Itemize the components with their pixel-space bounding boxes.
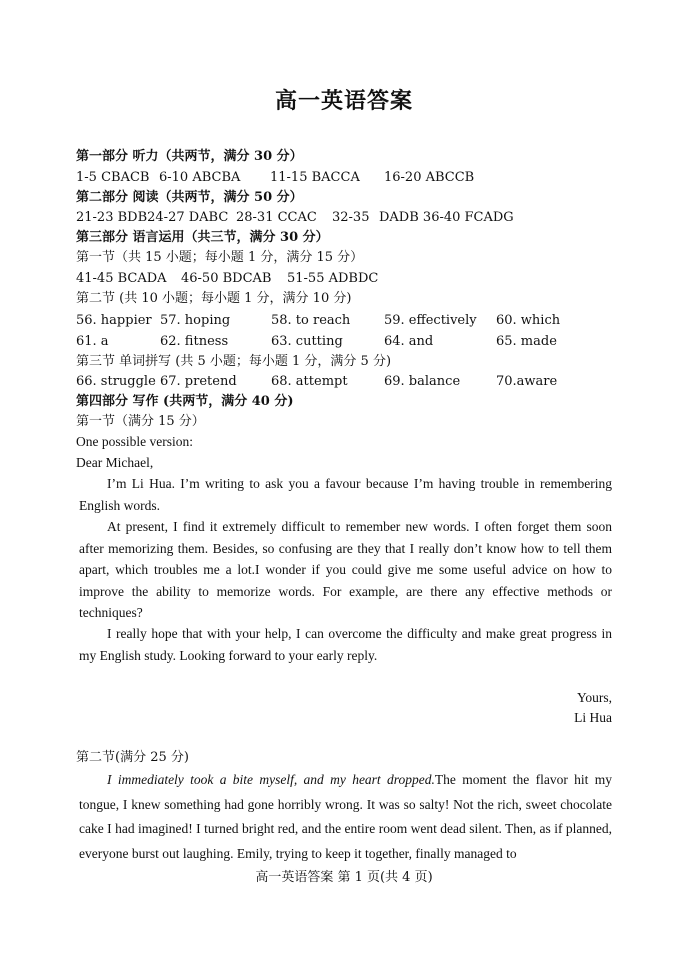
answer-69: 69. balance	[384, 374, 461, 389]
answer-46-50: 46-50 BDCAB	[181, 271, 272, 286]
page-title: 高一英语答案	[274, 88, 413, 114]
answer-64: 64. and	[384, 334, 434, 349]
part3-section1-heading: 第一节（共 15 小题；每小题 1 分，满分 15 分）	[76, 250, 364, 265]
letter-paragraph-3: I really hope that with your help, I can overcome the difficulty and make great progress in my English study. Looking forward to your early reply.	[79, 626, 612, 663]
answer-56: 56. happier	[76, 313, 152, 328]
answer-65: 65. made	[496, 334, 557, 349]
story-continuation: The moment the flavor hit my tongue, I knew something had gone horribly wrong. It was so salty! Not the rich, sweet chocolate cake I had imagined! I turned bright red, and the entire room went dead silent. Then, as if planned, everyone burst out laughing. Emily, trying to keep it together, finally managed to	[79, 772, 612, 861]
answer-16-20: 16-20 ABCCB	[384, 170, 475, 185]
answer-6-10: 6-10 ABCBA	[159, 170, 241, 185]
part4-heading: 第四部分 写作 (共两节，满分 40 分)	[76, 394, 294, 409]
answer-67: 67. pretend	[160, 374, 237, 389]
answer-62: 62. fitness	[160, 334, 229, 349]
letter-greeting: Dear Michael,	[76, 455, 154, 470]
letter-closing: Yours,	[576, 690, 612, 705]
letter-paragraph-2: At present, I find it extremely difficult to remember new words. I often forget them soon after memorizing them. Besides, so confusing are they that I really don’t know how to tell them apart, which troubles me a lot.I wonder if you could give me some useful advice on how to improve the ability to memorize words. For example, are there any effective methods or techniques?	[79, 519, 612, 620]
answer-63: 63. cutting	[271, 334, 343, 349]
part3-section3-heading: 第三节 单词拼写 (共 5 小题；每小题 1 分，满分 5 分)	[76, 354, 392, 369]
letter-paragraph-1: I’m Li Hua. I’m writing to ask you a favour because I’m having trouble in remembering English words.	[79, 476, 612, 513]
part2-heading: 第二部分 阅读（共两节，满分 50 分）	[76, 190, 303, 205]
answer-1-5: 1-5 CBACB	[76, 170, 150, 185]
story-paragraph	[79, 768, 612, 866]
answer-70: 70.aware	[496, 374, 558, 389]
answer-61: 61. a	[76, 334, 109, 349]
part3-heading: 第三部分 语言运用（共三节，满分 30 分）	[76, 230, 329, 245]
answer-32-35-label: 32-35	[332, 210, 370, 225]
answer-58: 58. to reach	[271, 313, 351, 328]
answer-57: 57. hoping	[160, 313, 231, 328]
answer-28-31: 28-31 CCAC	[236, 210, 317, 225]
answer-66: 66. struggle	[76, 374, 156, 389]
letter-signature: Li Hua	[574, 710, 612, 725]
answer-59: 59. effectively	[384, 313, 477, 328]
answer-51-55: 51-55 ADBDC	[287, 271, 379, 286]
answer-41-45: 41-45 BCADA	[76, 271, 167, 286]
answer-11-15: 11-15 BACCA	[270, 170, 360, 185]
part4-section2-heading: 第二节(满分 25 分)	[76, 750, 189, 765]
version-label: One possible version:	[76, 434, 193, 449]
story-italic-start: I immediately took a bite myself, and my heart dropped.	[107, 772, 435, 787]
page-footer: 高一英语答案 第 1 页(共 4 页)	[255, 870, 433, 885]
answer-60: 60. which	[496, 313, 561, 328]
part3-section2-heading: 第二节 (共 10 小题；每小题 1 分，满分 10 分)	[76, 291, 352, 306]
part4-section1-heading: 第一节（满分 15 分）	[76, 414, 205, 429]
answer-68: 68. attempt	[271, 374, 348, 389]
answer-32-40: DADB 36-40 FCADG	[379, 210, 514, 225]
part1-heading: 第一部分 听力（共两节，满分 30 分）	[76, 149, 303, 164]
answer-21-27: 21-23 BDB24-27 DABC	[76, 210, 229, 225]
